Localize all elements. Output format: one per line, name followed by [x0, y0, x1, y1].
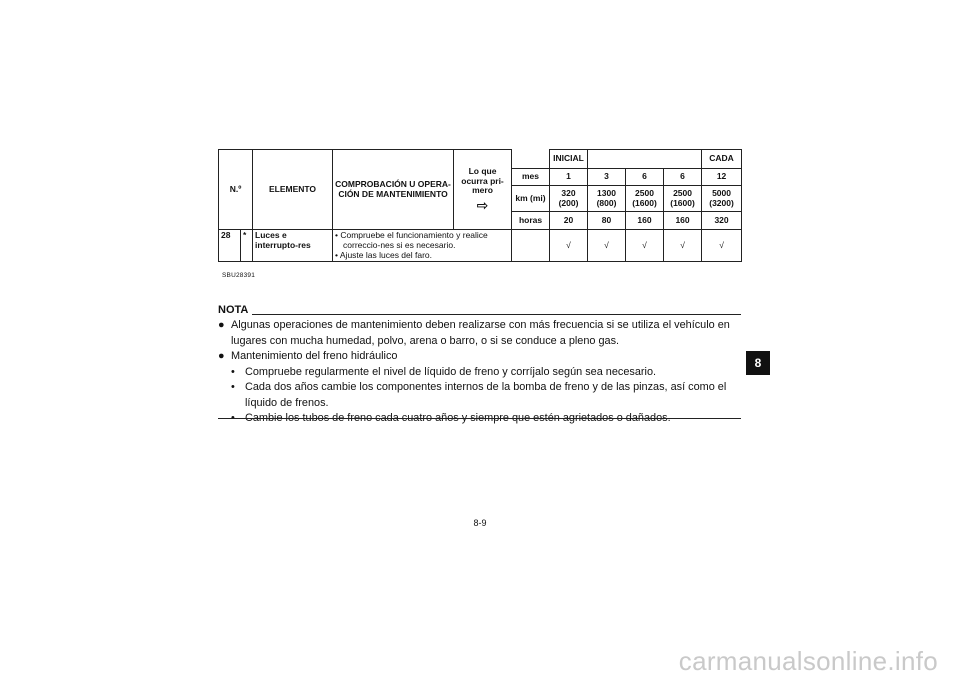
interval-label-month: mes [512, 169, 550, 186]
row-number: 28 [219, 230, 241, 262]
nota-bullet-text: Algunas operaciones de mantenimiento deben realizarse con más frecuencia si se utiliza el vehículo en lugares con mucha humedad, polvo, arena o barro, o si se conduce a pleno gas. [231, 319, 730, 347]
check-item: • Compruebe el funcionamiento y realice correccio-nes si es necesario. [335, 230, 488, 250]
bullet-dot-icon: ● [218, 319, 225, 331]
nota-body [218, 318, 743, 427]
table-row [219, 230, 742, 262]
maintenance-table [218, 149, 742, 262]
nota-header [218, 302, 741, 316]
bullet-dot-icon: ● [218, 350, 225, 362]
nota-sub-text: Compruebe regularmente el nivel de líquido de freno y corríjalo según sea necesario. [245, 365, 657, 378]
interval-hours: 80 [588, 212, 626, 230]
interval-hours: 20 [550, 212, 588, 230]
bullet-icon: • [231, 365, 235, 378]
interval-hours: 160 [626, 212, 664, 230]
header-element: ELEMENTO [253, 150, 333, 230]
arrow-right-icon: ⇨ [476, 197, 489, 214]
nota-bullet-text: Mantenimiento del freno hidráulico [231, 350, 398, 362]
row-element: Luces e interrupto-res [253, 230, 333, 262]
nota-sub-text: Cada dos años cambie los componentes internos de la bomba de freno y de las pinzas, así como el líquido de frenos. [245, 381, 727, 409]
header-blank [512, 150, 550, 169]
check-mark-icon: √ [664, 230, 702, 262]
header-initial: INICIAL [550, 150, 588, 169]
interval-km: 5000 (3200) [702, 186, 742, 212]
row-mark-blank [512, 230, 550, 262]
interval-label-hours: horas [512, 212, 550, 230]
bottom-divider [218, 418, 741, 419]
header-number: N.º [219, 150, 253, 230]
page-number: 8-9 [473, 518, 487, 528]
check-mark-icon: √ [550, 230, 588, 262]
nota-sub-item [218, 380, 743, 411]
interval-month: 1 [550, 169, 588, 186]
interval-km: 2500 (1600) [664, 186, 702, 212]
check-item: • Ajuste las luces del faro. [335, 249, 433, 260]
interval-hours: 320 [702, 212, 742, 230]
header-initial-fill [588, 150, 702, 169]
watermark: carmanualsonline.info [678, 646, 938, 676]
row-checks [333, 230, 512, 262]
interval-km: 320 (200) [550, 186, 588, 212]
nota-title: NOTA [218, 304, 249, 316]
check-mark-icon: √ [626, 230, 664, 262]
header-first-text: Lo que ocurra pri-mero [461, 165, 504, 196]
nota-bullet [218, 318, 743, 349]
interval-month: 3 [588, 169, 626, 186]
nota-bullet [218, 349, 743, 365]
check-mark-icon: √ [702, 230, 742, 262]
check-mark-icon: √ [588, 230, 626, 262]
interval-month: 6 [626, 169, 664, 186]
interval-km: 2500 (1600) [626, 186, 664, 212]
interval-hours: 160 [664, 212, 702, 230]
bullet-icon: • [231, 381, 235, 393]
bullet-icon: • [231, 412, 235, 424]
interval-km: 1300 (800) [588, 186, 626, 212]
chapter-tab: 8 [746, 351, 770, 375]
nota-divider [252, 314, 741, 315]
interval-label-km: km (mi) [512, 186, 550, 212]
interval-month: 6 [664, 169, 702, 186]
header-every: CADA [702, 150, 742, 169]
header-check: COMPROBACIÓN U OPERA-CIÓN DE MANTENIMIENTO [333, 150, 454, 230]
reference-code: SBU28391 [222, 272, 256, 279]
nota-sub-item [218, 365, 743, 381]
interval-month: 12 [702, 169, 742, 186]
nota-sub-text: Cambie los tubos de freno cada cuatro años y siempre que estén agrietados o dañados. [245, 412, 671, 424]
row-marker: * [241, 230, 253, 262]
header-first [454, 150, 512, 230]
